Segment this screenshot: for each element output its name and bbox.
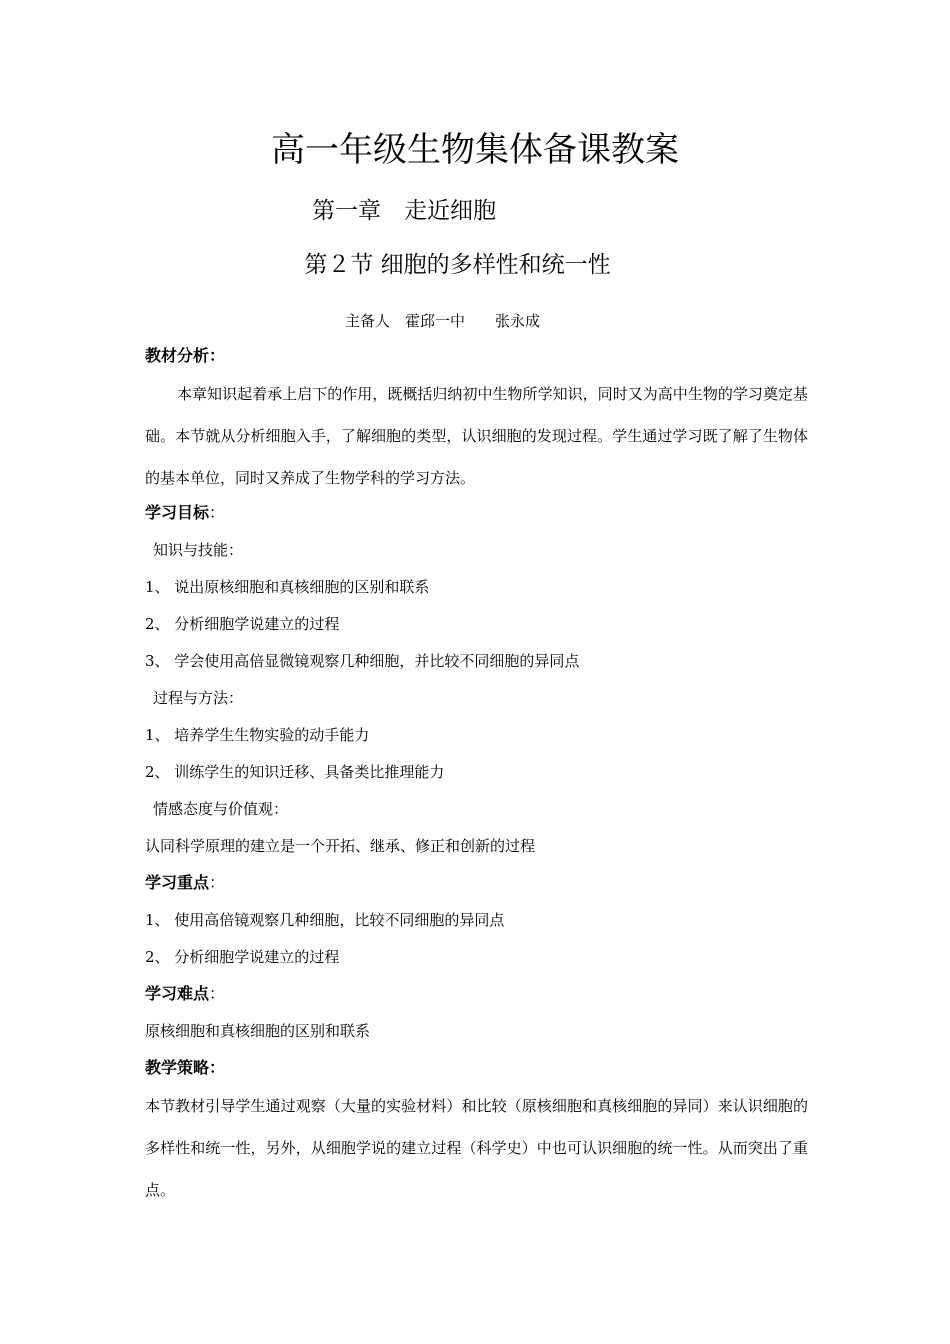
textbook-analysis-heading — [145, 345, 225, 367]
chapter-heading: 第一章 走近细胞 — [312, 198, 496, 224]
heading-colon: ： — [209, 503, 226, 522]
list-item: 2、 分析细胞学说建立的过程 — [145, 615, 340, 633]
section-heading: 第２节 细胞的多样性和统一性 — [304, 252, 611, 278]
heading-colon: ： — [209, 346, 226, 365]
textbook-analysis-body: 本章知识起着承上启下的作用，既概括归纳初中生物所学知识，同时又为高中生物的学习奠定基础。本节就从分析细胞入手，了解细胞的类型，认识细胞的发现过程。学生通过学习既了解了生物体的基本单位，同时又养成了生物学科的学习方法。 — [145, 385, 808, 487]
list-item: 2、 训练学生的知识迁移、具备类比推理能力 — [145, 763, 445, 781]
learning-goals-heading — [145, 502, 225, 524]
heading-text: 教材分析 — [145, 346, 210, 365]
list-item: 1、 使用高倍镜观察几种细胞，比较不同细胞的异同点 — [145, 911, 505, 929]
list-item: 3、 学会使用高倍显微镜观察几种细胞，并比较不同细胞的异同点 — [145, 652, 580, 670]
list-item: 2、 分析细胞学说建立的过程 — [145, 948, 340, 966]
strategy-body: 本节教材引导学生通过观察（大量的实验材料）和比较（原核细胞和真核细胞的异同）来认识细胞的多样性和统一性，另外，从细胞学说的建立过程（科学史）中也可认识细胞的统一性。从而突出了重点。 — [145, 1097, 808, 1199]
list-item: 1、 培养学生生物实验的动手能力 — [145, 726, 370, 744]
emotion-values-label: 情感态度与价值观： — [153, 800, 289, 818]
heading-colon: ： — [209, 873, 226, 892]
heading-text: 学习重点 — [145, 873, 210, 892]
key-points-heading — [145, 872, 225, 894]
difficulties-text: 原核细胞和真核细胞的区别和联系 — [145, 1022, 371, 1040]
heading-colon: ： — [209, 984, 226, 1003]
preparer-line: 主备人 霍邱一中 张永成 — [345, 312, 541, 330]
heading-text: 学习难点 — [145, 984, 210, 1003]
strategy-heading — [145, 1057, 225, 1079]
heading-text: 教学策略 — [145, 1058, 210, 1077]
document-title: 高一年级生物集体备课教案 — [271, 130, 679, 170]
process-methods-label: 过程与方法： — [153, 689, 244, 707]
difficulties-heading — [145, 983, 225, 1005]
heading-colon: ： — [209, 1058, 226, 1077]
knowledge-skills-label: 知识与技能： — [153, 541, 244, 559]
list-item: 1、 说出原核细胞和真核细胞的区别和联系 — [145, 578, 430, 596]
heading-text: 学习目标 — [145, 503, 210, 522]
values-text: 认同科学原理的建立是一个开拓、继承、修正和创新的过程 — [145, 837, 536, 855]
